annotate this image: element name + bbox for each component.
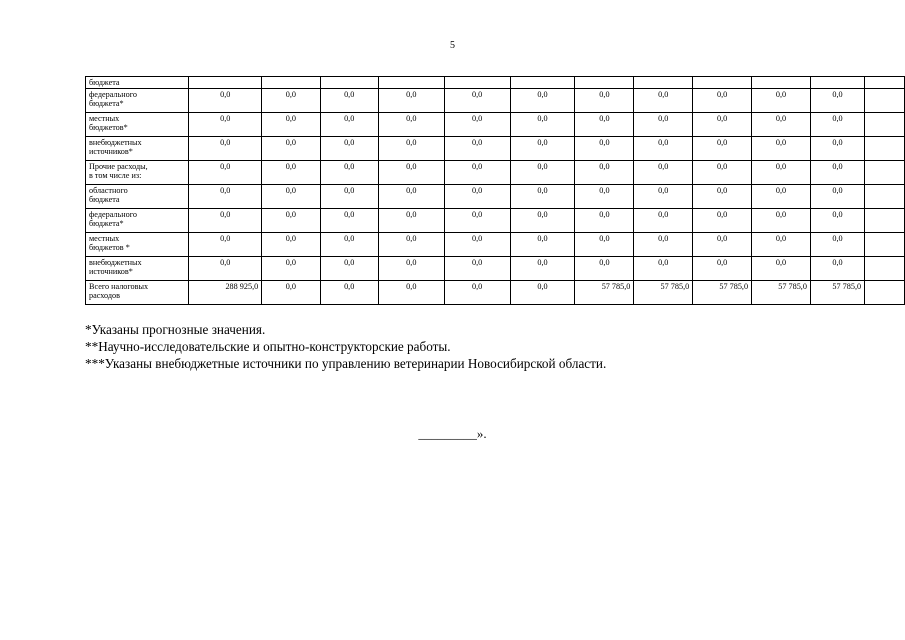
table-cell (865, 233, 905, 257)
table-row (86, 281, 905, 305)
row-label (86, 77, 189, 89)
table-row (86, 113, 905, 137)
row-label-line: бюджета (89, 78, 120, 87)
table-cell (865, 89, 905, 113)
row-label (86, 281, 189, 305)
table-cell (378, 77, 444, 89)
table-cell: 0,0 (693, 89, 752, 113)
table-cell: 57 785,0 (634, 281, 693, 305)
table-cell: 0,0 (810, 137, 864, 161)
row-label-line: в том числе из: (89, 171, 142, 180)
table-cell: 0,0 (189, 185, 262, 209)
table-cell: 0,0 (262, 233, 320, 257)
table-cell (693, 77, 752, 89)
table-cell: 0,0 (378, 161, 444, 185)
table-cell: 0,0 (378, 185, 444, 209)
table-cell (262, 77, 320, 89)
row-label (86, 185, 189, 209)
table-cell: 288 925,0 (189, 281, 262, 305)
table-row (86, 209, 905, 233)
table-cell (510, 77, 575, 89)
table-cell: 0,0 (189, 113, 262, 137)
table-cell: 0,0 (262, 185, 320, 209)
table-cell (865, 281, 905, 305)
row-label-line: бюджета (89, 195, 120, 204)
table-cell: 0,0 (693, 137, 752, 161)
table-cell: 0,0 (634, 89, 693, 113)
row-label-line: Прочие расходы, (89, 162, 148, 171)
table-cell: 0,0 (752, 137, 811, 161)
table-cell: 0,0 (378, 233, 444, 257)
table-cell: 0,0 (634, 185, 693, 209)
row-label-line: федерального (89, 90, 137, 99)
table-cell: 0,0 (444, 113, 510, 137)
table-row (86, 89, 905, 113)
table-cell: 0,0 (378, 209, 444, 233)
row-label-line: бюджета* (89, 219, 124, 228)
table-cell: 0,0 (320, 113, 378, 137)
row-label-line: областного (89, 186, 128, 195)
table-cell: 0,0 (510, 233, 575, 257)
table-cell: 0,0 (752, 161, 811, 185)
table-cell: 0,0 (444, 281, 510, 305)
table-cell: 0,0 (752, 233, 811, 257)
page-number: 5 (450, 40, 455, 51)
row-label (86, 209, 189, 233)
table-cell: 0,0 (444, 185, 510, 209)
table-cell: 57 785,0 (810, 281, 864, 305)
table-cell (865, 257, 905, 281)
table-cell: 0,0 (693, 161, 752, 185)
table-cell (320, 77, 378, 89)
table-cell: 0,0 (810, 89, 864, 113)
footnote-rnd: **Научно-исследовательские и опытно-конструкторские работы. (85, 339, 451, 354)
table-cell: 0,0 (693, 233, 752, 257)
row-label-line: бюджетов* (89, 123, 128, 132)
table-cell: 0,0 (510, 161, 575, 185)
table-cell: 0,0 (378, 89, 444, 113)
table-cell: 0,0 (320, 281, 378, 305)
table-cell: 57 785,0 (752, 281, 811, 305)
table-cell: 0,0 (810, 185, 864, 209)
footnote-extrabudgetary: ***Указаны внебюджетные источники по управлению ветеринарии Новосибирской области. (85, 356, 607, 371)
table-cell: 0,0 (810, 113, 864, 137)
table-cell: 0,0 (189, 233, 262, 257)
row-label (86, 89, 189, 113)
table-cell: 0,0 (510, 209, 575, 233)
table-cell: 0,0 (634, 257, 693, 281)
table-cell: 0,0 (262, 257, 320, 281)
table-cell: 0,0 (810, 161, 864, 185)
table-cell: 0,0 (320, 137, 378, 161)
table-cell: 0,0 (752, 185, 811, 209)
table-cell: 0,0 (262, 281, 320, 305)
table-cell (189, 77, 262, 89)
table-cell: 0,0 (444, 137, 510, 161)
table-cell: 0,0 (634, 161, 693, 185)
table-cell: 0,0 (752, 113, 811, 137)
row-label-line: Всего налоговых (89, 282, 149, 291)
table-cell: 0,0 (575, 257, 634, 281)
row-label (86, 233, 189, 257)
table-cell: 0,0 (444, 161, 510, 185)
table-cell: 0,0 (575, 137, 634, 161)
table-cell: 0,0 (378, 113, 444, 137)
table-cell: 0,0 (693, 257, 752, 281)
table-cell: 0,0 (810, 233, 864, 257)
table-cell: 0,0 (320, 161, 378, 185)
table-cell: 0,0 (693, 113, 752, 137)
table-cell: 0,0 (189, 89, 262, 113)
table-body (86, 77, 905, 305)
table-cell: 0,0 (634, 209, 693, 233)
table-cell: 0,0 (510, 113, 575, 137)
table-cell: 0,0 (634, 137, 693, 161)
table-cell (865, 77, 905, 89)
row-label (86, 161, 189, 185)
table-row (86, 161, 905, 185)
row-label-line: бюджета* (89, 99, 124, 108)
table-cell (865, 185, 905, 209)
row-label-line: источников* (89, 267, 133, 276)
row-label (86, 113, 189, 137)
table-cell: 0,0 (444, 257, 510, 281)
table-cell: 0,0 (752, 257, 811, 281)
footnote-forecast: *Указаны прогнозные значения. (85, 322, 266, 337)
footnotes (85, 321, 606, 372)
table-cell (752, 77, 811, 89)
closing-line: _________». (418, 426, 487, 441)
table-cell: 0,0 (510, 281, 575, 305)
table-cell: 0,0 (444, 209, 510, 233)
row-label-line: источников* (89, 147, 133, 156)
table-cell: 0,0 (378, 281, 444, 305)
table-cell: 0,0 (752, 209, 811, 233)
table-cell: 0,0 (444, 89, 510, 113)
table-cell: 0,0 (262, 137, 320, 161)
table-cell: 0,0 (575, 161, 634, 185)
table-cell (444, 77, 510, 89)
table-cell (865, 161, 905, 185)
table-cell: 0,0 (510, 137, 575, 161)
table-cell: 0,0 (510, 89, 575, 113)
table-cell: 0,0 (752, 89, 811, 113)
table-cell: 0,0 (320, 233, 378, 257)
row-label-line: внебюджетных (89, 258, 142, 267)
table-cell: 0,0 (575, 209, 634, 233)
budget-table (85, 76, 905, 305)
table-row (86, 137, 905, 161)
table-row (86, 77, 905, 89)
table-cell: 0,0 (378, 137, 444, 161)
row-label-line: местных (89, 114, 120, 123)
table-cell (810, 77, 864, 89)
table-cell: 0,0 (320, 209, 378, 233)
table-cell: 0,0 (634, 233, 693, 257)
table-cell: 0,0 (510, 257, 575, 281)
table-cell: 0,0 (262, 89, 320, 113)
table-cell: 0,0 (634, 113, 693, 137)
table-row (86, 185, 905, 209)
table-cell (575, 77, 634, 89)
table-cell: 0,0 (575, 89, 634, 113)
row-label-line: расходов (89, 291, 121, 300)
row-label-line: бюджетов * (89, 243, 130, 252)
table-cell: 0,0 (378, 257, 444, 281)
table-cell (865, 209, 905, 233)
table-cell (634, 77, 693, 89)
row-label-line: местных (89, 234, 120, 243)
table-cell: 0,0 (693, 185, 752, 209)
row-label (86, 137, 189, 161)
table-cell: 0,0 (262, 113, 320, 137)
table-cell: 0,0 (189, 257, 262, 281)
table-cell: 0,0 (262, 161, 320, 185)
table-cell: 0,0 (444, 233, 510, 257)
table-cell: 0,0 (510, 185, 575, 209)
table-cell: 57 785,0 (693, 281, 752, 305)
table-row (86, 233, 905, 257)
table-cell: 0,0 (262, 209, 320, 233)
table-cell: 0,0 (810, 257, 864, 281)
row-label-line: внебюджетных (89, 138, 142, 147)
table-cell: 0,0 (575, 233, 634, 257)
table-row (86, 257, 905, 281)
table-cell: 0,0 (189, 209, 262, 233)
table-cell: 0,0 (320, 257, 378, 281)
table-cell: 0,0 (320, 185, 378, 209)
table-cell (865, 137, 905, 161)
table-cell: 0,0 (575, 185, 634, 209)
table-cell: 0,0 (189, 161, 262, 185)
table-cell: 0,0 (810, 209, 864, 233)
table-cell: 0,0 (575, 113, 634, 137)
table-cell: 0,0 (189, 137, 262, 161)
table-cell: 0,0 (320, 89, 378, 113)
row-label-line: федерального (89, 210, 137, 219)
table-cell (865, 113, 905, 137)
row-label (86, 257, 189, 281)
table-cell: 0,0 (693, 209, 752, 233)
table-cell: 57 785,0 (575, 281, 634, 305)
